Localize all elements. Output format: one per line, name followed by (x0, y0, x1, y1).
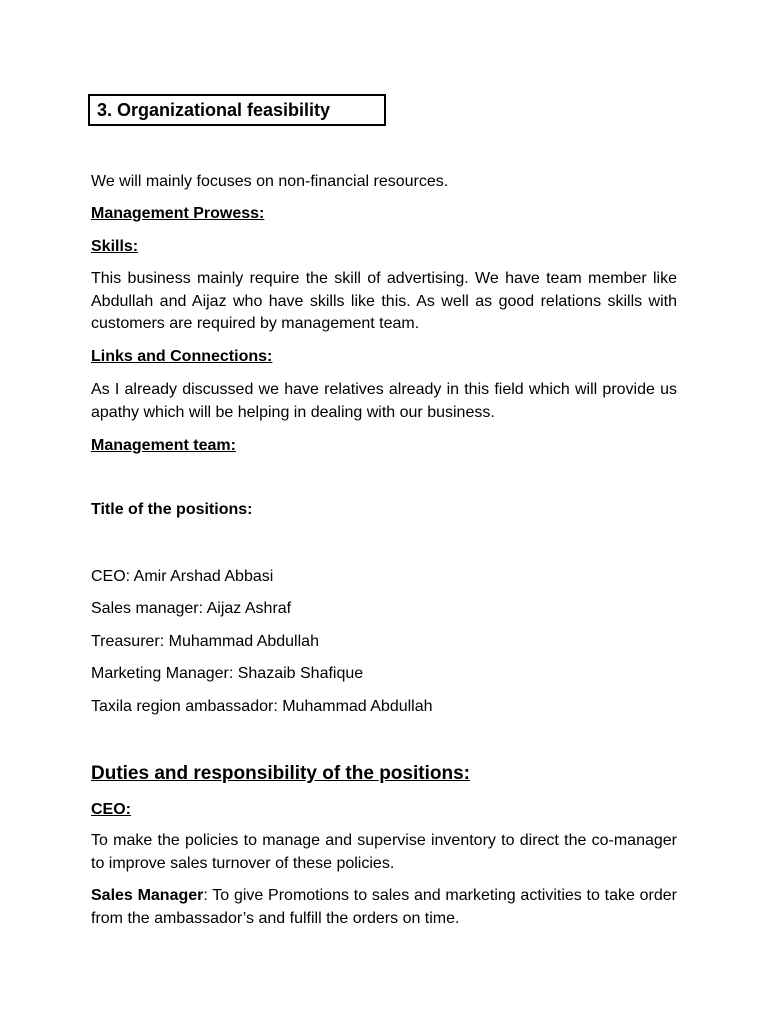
ceo-heading: CEO: (91, 801, 131, 818)
section-title: 3. Organizational feasibility (97, 100, 331, 120)
skills-heading: Skills: (91, 238, 139, 255)
position-item: Taxila region ambassador: Muhammad Abdullah (91, 698, 433, 715)
position-item: Sales manager: Aijaz Ashraf (91, 600, 292, 617)
sales-manager-paragraph (91, 885, 677, 930)
sales-manager-text: : To give Promotions to sales and marketing activities to take order from the ambassador’s and fulfill the orders on time. (91, 887, 677, 927)
positions-heading: Title of the positions: (91, 501, 253, 518)
section-title-box (88, 94, 386, 126)
duties-heading: Duties and responsibility of the positions: (91, 763, 470, 784)
management-prowess-heading: Management Prowess: (91, 205, 265, 222)
position-item: Marketing Manager: Shazaib Shafique (91, 665, 364, 682)
sales-manager-label: Sales Manager (91, 887, 204, 904)
skills-paragraph: This business mainly require the skill of advertising. We have team member like Abdullah and Aijaz who have skills like this. As well as good relations skills with customers are required by management team. (91, 270, 677, 332)
position-item: Treasurer: Muhammad Abdullah (91, 633, 319, 650)
management-team-heading: Management team: (91, 437, 236, 454)
links-heading: Links and Connections: (91, 348, 273, 365)
intro-text: We will mainly focuses on non-financial resources. (91, 173, 449, 190)
position-item: CEO: Amir Arshad Abbasi (91, 568, 274, 585)
ceo-paragraph: To make the policies to manage and supervise inventory to direct the co-manager to improve sales turnover of these policies. (91, 832, 677, 872)
links-paragraph: As I already discussed we have relatives already in this field which will provide us apathy which will be helping in dealing with our business. (91, 381, 677, 421)
